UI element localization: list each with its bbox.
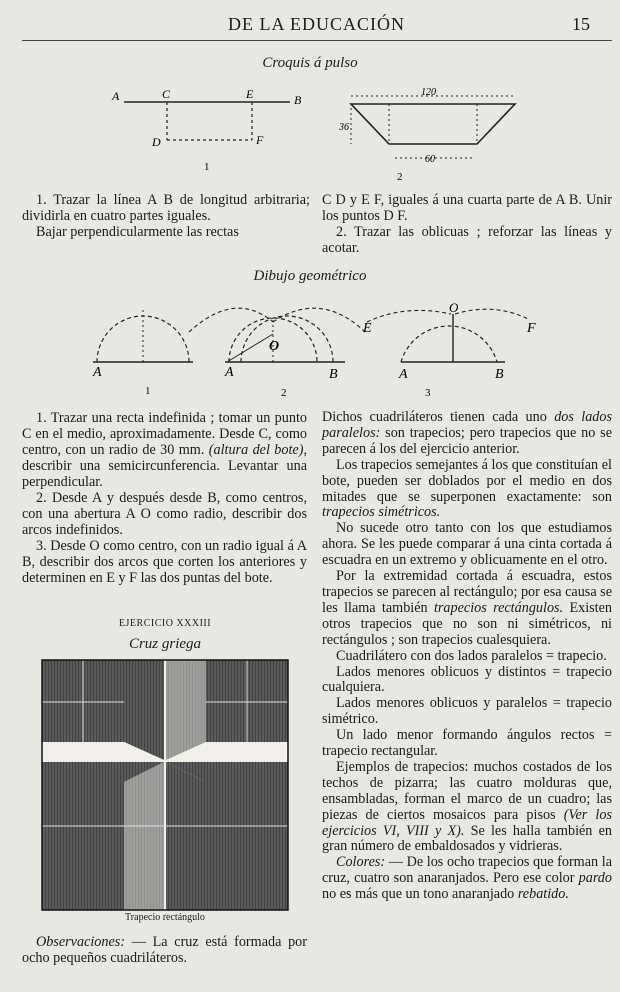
step-1-text: 1. Trazar una recta indefinida ; tomar un punto C en el medio, aproximadamente. Desde C, como centro, con un radio de 30 mm. — [22, 410, 307, 458]
page-number: 15 — [572, 14, 590, 34]
dim-side: 36 — [339, 122, 349, 133]
step-1 — [22, 410, 307, 490]
step-1-italic: (altura del bote) — [208, 442, 304, 458]
trapezoid-bottom-left — [124, 762, 164, 910]
fig1-label-a: A — [93, 365, 102, 380]
r1i: dos lados paralelos: — [322, 409, 612, 441]
trapezoid-bottom-right — [166, 762, 206, 910]
greek-cross-figure — [42, 660, 288, 910]
cross-caption: Trapecio rectángulo — [125, 912, 205, 923]
croquis-step-2: 2. Trazar las oblicuas ; reforzar las líneas y acotar. — [322, 224, 612, 256]
dibujo-number-2: 2 — [281, 387, 287, 399]
label-e: E — [246, 87, 254, 101]
dibujo-figures — [85, 292, 555, 402]
r4i: trapecios rectángulos. — [433, 599, 564, 616]
step-2: 2. Desde A y después desde B, como centros, con una abertura A O como radio, describir dos arcos indefinidos. — [22, 490, 307, 538]
step-1-end: , describir una semicircunferencia. Levantar una perpendicular. — [22, 442, 307, 490]
right-column — [322, 410, 612, 903]
croquis-text-right — [322, 192, 612, 256]
cross-title: Cruz griega — [128, 636, 202, 652]
fig3-arc-e — [367, 310, 451, 322]
left-column — [22, 410, 307, 586]
right-paragraph-7: Lados menores oblicuos y paralelos = trapecio simétrico. — [322, 695, 612, 728]
fig3-label-e: E — [363, 321, 372, 336]
croquis-figure-2 — [335, 82, 535, 183]
r1a: Dichos cuadriláteros tienen cada uno — [322, 409, 555, 425]
r10i2: pardo — [578, 870, 612, 887]
exercise-heading: EJERCICIO XXXIII — [118, 618, 212, 629]
right-paragraph-3: No sucede otro tanto con los que estudiamos ahora. Se les puede comparar á una cinta cortada á escuadra en un extremo y oblicuamente en el otro. — [322, 520, 612, 569]
croquis-step-1-cont: Bajar perpendicularmente las rectas — [36, 224, 239, 240]
header-rule — [22, 40, 612, 41]
dim-top: 120 — [421, 87, 436, 98]
label-a: A — [112, 89, 120, 103]
r10i3: rebatido. — [517, 886, 569, 903]
fig2-label-a: A — [225, 365, 234, 380]
label-b: B — [294, 93, 302, 107]
fig3-arc — [401, 326, 497, 362]
r2a: Los trapecios semejantes á los que constituían el bote, pueden ser doblados por el medio en dos mitades que se superponen exactamente: son — [322, 456, 612, 505]
fig2-label-b: B — [329, 367, 338, 382]
observations-paragraph — [22, 934, 307, 966]
page-header — [0, 14, 620, 38]
right-paragraph-10 — [322, 855, 612, 903]
figure-number-1: 1 — [204, 161, 210, 173]
step-3: 3. Desde O como centro, con un radio igual á A B, describir dos arcos que corten los anteriores y determinen en E y F las dos puntas del bote. — [22, 538, 307, 586]
dibujo-number-1: 1 — [145, 385, 151, 397]
r10b: no es más que un tono anaranjado — [322, 886, 518, 903]
observations — [22, 934, 307, 966]
figure-number-2: 2 — [397, 171, 403, 183]
label-f: F — [256, 133, 264, 147]
right-paragraph-1 — [322, 410, 612, 458]
dim-bottom: 60 — [425, 154, 435, 165]
r9b: Se les halla también en gran número de embaldosados y vidrieras. — [322, 822, 612, 855]
r9i: (Ver los ejercicios VI, VIII y X). — [322, 806, 612, 839]
fig2-label-o: O — [269, 339, 280, 354]
r4a: Por la extremidad cortada á escuadra, estos trapecios se parecen al rectángulo; por esa causa se les llama también — [322, 568, 612, 616]
r1b: son trapecios; pero trapecios que no se parecen á los del ejercicio anterior. — [322, 424, 612, 457]
trapezoid — [351, 104, 515, 144]
right-paragraph-8: Un lado menor formando ángulos rectos = trapecio rectangular. — [322, 727, 612, 760]
label-d: D — [152, 135, 161, 149]
observations-text: — La cruz está formada por ocho pequeños cuadriláteros. — [22, 934, 307, 966]
croquis-text-left — [22, 192, 310, 240]
croquis-caption: Croquis á pulso — [262, 55, 358, 71]
dibujo-caption: Dibujo geométrico — [253, 268, 367, 284]
r10a: — De los ocho trapecios que forman la cruz, cuatro son anaranjados. Pero ese color — [322, 854, 612, 887]
label-c: C — [162, 87, 171, 101]
right-paragraph-4 — [322, 569, 612, 649]
r10i: Colores: — [336, 854, 386, 871]
croquis-figure-1 — [100, 82, 320, 172]
croquis-step-1: 1. Trazar la línea A B de longitud arbitraria; dividirla en cuatro partes iguales. — [22, 192, 310, 224]
right-paragraph-2 — [322, 458, 612, 522]
r9a: Ejemplos de trapecios: muchos costados de los techos de pizarra; las cuatro molduras que, ensambladas, forman el marco de un cuadro; las piezas de ciertos mosaicos para pisos — [322, 758, 612, 823]
fig2-line-ao — [227, 334, 273, 362]
fig2-arc-b — [241, 316, 333, 362]
croquis-step-1-end: C D y E F, iguales á una cuarta parte de A B. Unir los puntos D F. — [322, 192, 612, 224]
r2i: trapecios simétricos. — [322, 504, 441, 521]
fig3-label-o: O — [449, 300, 459, 315]
r4b: Existen otros trapecios que no son ni simétricos, ni rectángulos ; son trapecios cualesquiera. — [322, 599, 612, 648]
dibujo-number-3: 3 — [425, 387, 431, 399]
right-paragraph-6: Lados menores oblicuos y distintos = trapecio cualquiera. — [322, 663, 612, 696]
right-paragraph-9 — [322, 760, 612, 855]
fig3-label-a: A — [399, 367, 408, 382]
right-paragraph-5: Cuadrilátero con dos lados paralelos = trapecio. — [336, 647, 607, 664]
running-title: DE LA EDUCACIÓN — [228, 14, 405, 34]
fig3-label-f: F — [527, 321, 536, 336]
fig3-label-b: B — [495, 367, 504, 382]
fig3-arc-f — [455, 309, 530, 320]
observations-label: Observaciones: — [36, 934, 126, 950]
